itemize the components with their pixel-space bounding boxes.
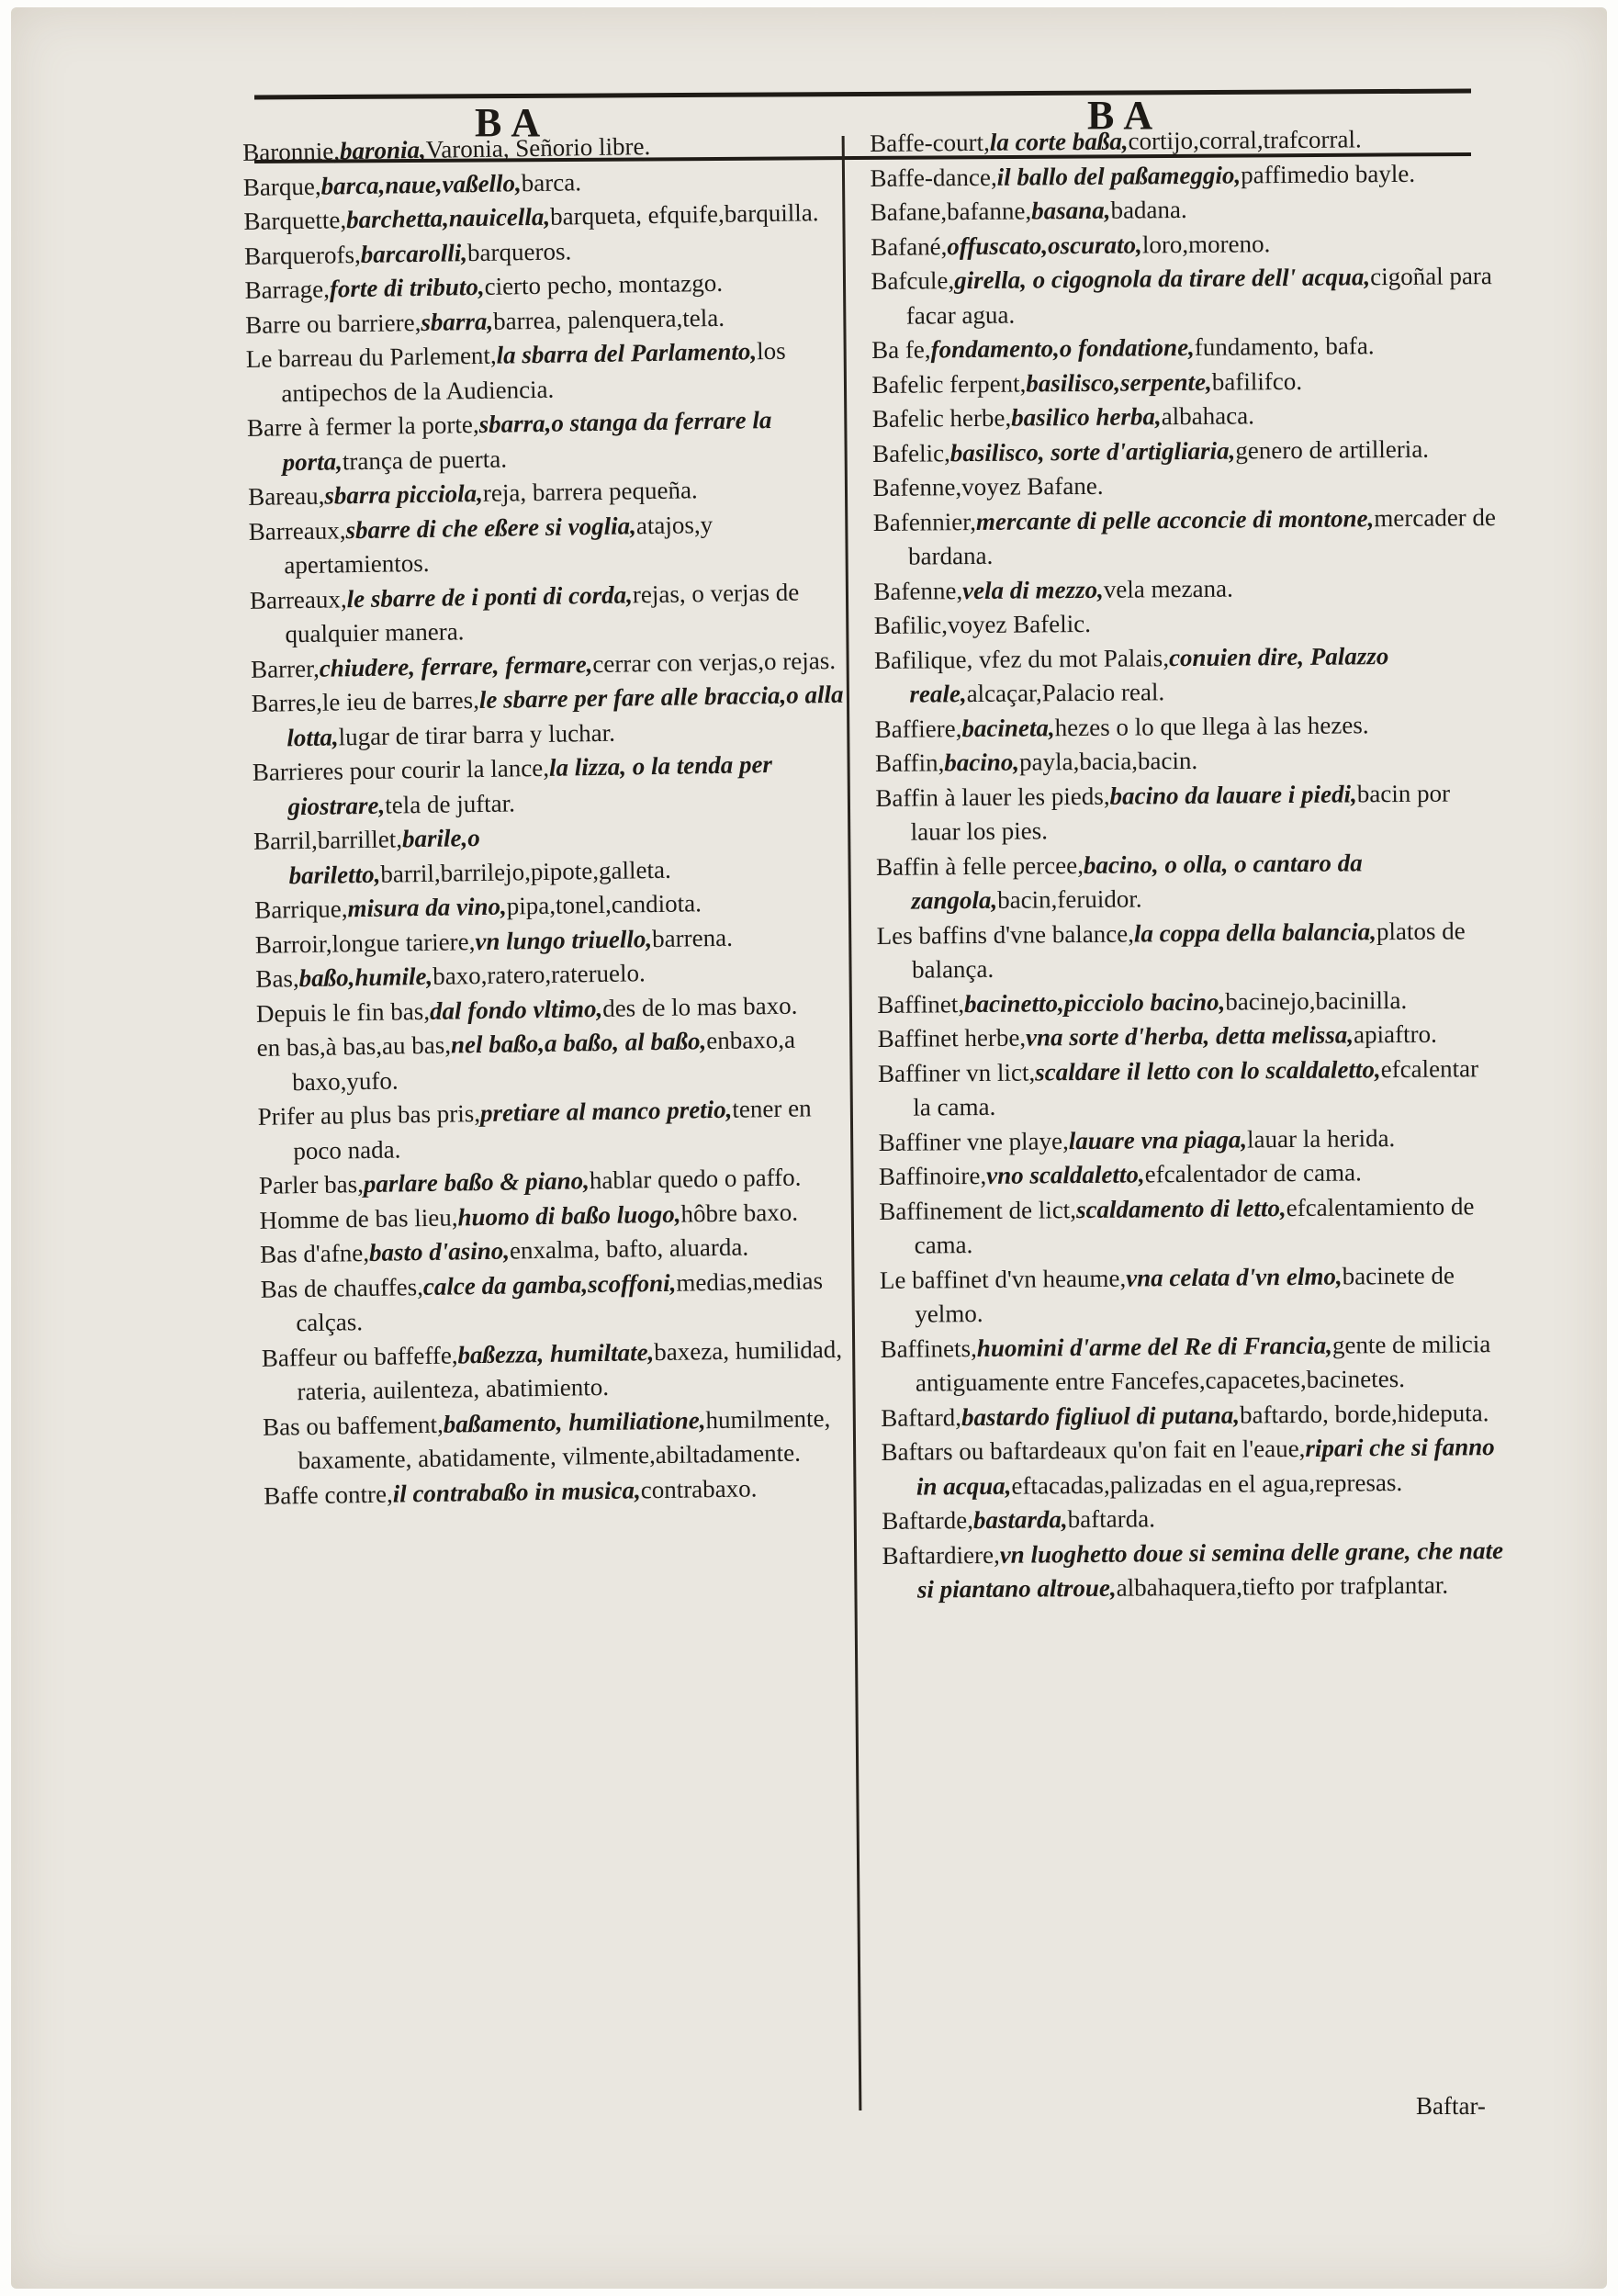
entry-it: conuien dire, Palazzo reale, [909, 641, 1389, 708]
entry-fr: Baffinet herbe, [877, 1023, 1027, 1052]
dictionary-entry [873, 569, 1498, 609]
entry-it: sbarre di che eßere si voglia, [345, 511, 637, 544]
entry-es: medias,medias calças. [296, 1266, 824, 1337]
entry-it: sbarra, [421, 307, 494, 336]
entry-fr: Baffin, [874, 748, 945, 777]
entry-fr: Baffe-court, [870, 128, 990, 157]
entry-fr: Baffinement de lict, [879, 1195, 1077, 1225]
entry-it: la coppa della balancia, [1133, 917, 1377, 948]
entry-es: reja, barrera pequeña. [482, 476, 698, 507]
entry-it: basana, [1031, 196, 1111, 225]
dictionary-entry [881, 1396, 1505, 1435]
entry-it: calce da gamba,scoffoni, [422, 1268, 677, 1300]
entry-it: basto d'asino, [368, 1236, 511, 1266]
dictionary-entry [871, 190, 1495, 230]
dictionary-entry [251, 678, 848, 756]
entry-es: fundamento, bafa. [1194, 332, 1375, 361]
entry-it: baronia, [339, 135, 427, 165]
dictionary-entry [262, 1332, 860, 1410]
entry-fr: Bafane,bafanne, [870, 197, 1032, 226]
dictionary-entry [260, 1263, 858, 1341]
dictionary-entry [878, 1017, 1502, 1056]
entry-es: cerrar con verjas,o rejas. [592, 646, 837, 678]
entry-fr: Le baffinet d'vn heaume, [879, 1264, 1127, 1294]
entry-es: cigoñal para facar agua. [905, 262, 1492, 330]
entry-fr: Parler bas, [258, 1170, 365, 1199]
entry-es: barqueros. [466, 236, 572, 266]
entry-it: parlare baßo & piano, [363, 1166, 590, 1199]
entry-fr: Depuis le fin bas, [255, 996, 431, 1028]
entry-fr: Barre ou barriere, [244, 308, 421, 339]
entry-fr: Barquerofs, [243, 240, 361, 270]
entry-fr: Bafenne, [873, 576, 963, 605]
entry-es: contrabaxo. [640, 1473, 758, 1503]
entry-es: baxo,ratero,rateruelo. [432, 959, 646, 990]
dictionary-entry [875, 741, 1500, 781]
left-column [242, 127, 860, 1514]
entry-es: tela de juftar. [384, 788, 516, 819]
entry-es: efcalentador de cama. [1144, 1158, 1362, 1188]
entry-fr: Barrage, [244, 275, 331, 304]
entry-fr: Ba fe, [871, 335, 931, 364]
entry-es: lauar la herida. [1246, 1123, 1396, 1153]
entry-fr: Bas ou baffement, [262, 1410, 444, 1441]
entry-es: bacin,feruidor. [997, 884, 1142, 914]
entry-fr: Baftardiere, [882, 1540, 1000, 1570]
entry-es: baftarda. [1067, 1504, 1156, 1534]
entry-it: basilico herba, [1011, 402, 1162, 432]
entry-fr: Baffe contre, [264, 1480, 393, 1510]
entry-fr: Barquette, [243, 206, 347, 235]
entry-it: chiudere, ferrare, fermare, [319, 649, 593, 682]
entry-es: barrea, palenquera,tela. [492, 303, 725, 335]
dictionary-entry [871, 363, 1496, 402]
entry-es: barrena. [651, 923, 734, 952]
entry-es: eftacadas,palizadas en el agua,represas. [1011, 1468, 1403, 1500]
entry-es: lugar de tirar barra y luchar. [338, 718, 616, 750]
dictionary-entry [882, 1534, 1507, 1608]
entry-es: Varonia, Señorio libre. [425, 132, 651, 163]
catchword: Baftar- [1416, 2092, 1486, 2120]
entry-es: badana. [1110, 195, 1187, 224]
entry-es: tener en poco nada. [293, 1094, 812, 1165]
entry-fr: Bas, [255, 964, 299, 993]
dictionary-entry [876, 845, 1501, 919]
entry-es: baxeza, humilidad, rateria, auilenteza, abatimiento. [297, 1334, 843, 1406]
entry-it: baßamento, humiliatione, [443, 1405, 706, 1438]
entry-fr: Baftars ou baftardeaux qu'on fait en l'eaue, [881, 1434, 1306, 1466]
dictionary-entry [253, 816, 851, 894]
dictionary-entry [881, 1430, 1506, 1504]
entry-es: hezes o lo que llega à las hezes. [1054, 710, 1369, 741]
entry-fr: Bafelic ferpent, [871, 369, 1027, 399]
entry-it: vela di mezzo, [961, 575, 1104, 604]
entry-fr: Barre à fermer la porte, [246, 410, 479, 442]
entry-es: los antipechos de la Audiencia. [281, 336, 786, 407]
entry-it: bastardo figliuol di putana, [961, 1401, 1241, 1431]
entry-es: barca. [521, 167, 582, 197]
entry-fr: en bas,à bas,au bas, [256, 1030, 452, 1062]
entry-fr: Barque, [242, 172, 321, 201]
entry-it: scaldamento di letto, [1075, 1193, 1287, 1223]
entry-fr: Baffiner vne playe, [878, 1126, 1069, 1156]
entry-it: sbarra picciola, [324, 478, 484, 510]
entry-fr: Barrique, [254, 895, 348, 924]
entry-es: barqueta, efquife,barquilla. [549, 198, 819, 231]
entry-fr: Bareau, [247, 481, 325, 511]
entry-es: atajos,y apertamientos. [284, 510, 713, 580]
dictionary-entry [882, 1499, 1506, 1538]
entry-fr: Barroir,longue tariere, [254, 927, 476, 959]
dictionary-entry [871, 259, 1496, 333]
entry-fr: Bafané, [871, 231, 948, 261]
entry-it: bacino, [944, 748, 1020, 777]
entry-es: loro,moreno. [1141, 229, 1271, 258]
entry-it: barchetta,nauicella, [345, 202, 551, 234]
header-right: BA [1087, 93, 1163, 138]
entry-it: la sbarra del Parlamento, [496, 337, 758, 369]
entry-it: vn luoghetto doue si semina delle grane, che nate si piantano altroue, [916, 1536, 1504, 1604]
entry-fr: Barril,barrillet, [253, 825, 403, 855]
entry-fr: Barreaux, [249, 584, 347, 614]
entry-fr: Baftarde, [882, 1506, 974, 1535]
entry-it: barile,o bariletto, [288, 824, 480, 889]
entry-it: vno scaldaletto, [986, 1160, 1145, 1189]
entry-it: girella, o cigognola da tirare dell' acqua, [954, 263, 1371, 295]
entry-es: alcaçar,Palacio real. [966, 678, 1165, 708]
entry-es: rejas, o verjas de qualquier manera. [285, 578, 800, 648]
entry-it: la lizza, o la tenda per giostrare, [287, 750, 773, 820]
dictionary-entry [253, 747, 850, 825]
dictionary-entry [872, 432, 1497, 471]
entry-fr: Barreaux, [248, 515, 346, 546]
entry-it: nel baßo,a baßo, al baßo, [450, 1027, 707, 1059]
dictionary-entry [880, 1258, 1505, 1333]
entry-it: lauare vna piaga, [1068, 1124, 1248, 1154]
entry-it: pretiare al manco pretio, [479, 1095, 733, 1128]
dictionary-entry [871, 328, 1496, 367]
entry-it: fondamento,o fondatione, [930, 332, 1195, 364]
dictionary-entry [870, 156, 1494, 196]
dictionary-entry [256, 1022, 854, 1100]
entry-fr: Bafilique, vfez du mot Palais, [873, 643, 1170, 674]
entry-es: enbaxo,a baxo,yufo. [291, 1025, 796, 1096]
entry-it: ripari che si fanno in acqua, [916, 1433, 1495, 1501]
dictionary-entry [880, 1327, 1505, 1401]
dictionary-entry [873, 501, 1499, 575]
entry-fr: Baffin à lauer les pieds, [875, 782, 1110, 812]
entry-it: la corte baßa, [989, 127, 1129, 156]
entry-fr: Baffe-dance, [870, 163, 997, 192]
dictionary-entry [263, 1401, 860, 1479]
entry-it: mercante di pelle acconcie di montone, [975, 503, 1375, 535]
entry-fr: Bafenne,voyez Bafane. [872, 471, 1104, 501]
dictionary-entry [246, 333, 844, 411]
entry-it: huomini d'arme del Re di Francia, [976, 1331, 1333, 1362]
entry-fr: Bas de chauffes, [260, 1272, 424, 1303]
dictionary-entry [247, 402, 845, 480]
entry-fr: Prifer au plus bas pris, [257, 1099, 481, 1131]
entry-fr: Bas d'afne, [259, 1238, 370, 1268]
dictionary-entry [877, 914, 1502, 988]
book-page [11, 7, 1607, 2289]
entry-it: bacino, o olla, o cantaro da zangola, [911, 848, 1363, 915]
entry-fr: Barrer, [250, 654, 320, 683]
dictionary-entry [875, 776, 1500, 850]
entry-es: bacinejo,bacinilla. [1225, 985, 1408, 1016]
entry-it: bacineta, [961, 713, 1055, 742]
entry-it: basilisco, sorte d'artigliaria, [949, 436, 1236, 467]
dictionary-entry [874, 638, 1500, 713]
entry-it: le sbarre de i ponti di corda, [346, 580, 634, 613]
entry-it: barca,naue,vaßello, [320, 168, 522, 200]
entry-fr: Le barreau du Parlement, [245, 341, 497, 373]
entry-it: huomo di baßo luogo, [457, 1199, 681, 1231]
entry-es: paffimedio bayle. [1240, 159, 1416, 188]
entry-es: vela mezana. [1103, 574, 1233, 603]
dictionary-entry [872, 397, 1497, 436]
entry-it: vn lungo triuello, [475, 924, 653, 955]
entry-es: hablar quedo o paffo. [589, 1163, 802, 1195]
entry-it: bacinetto,picciolo bacino, [963, 987, 1226, 1018]
entry-fr: Bafelic, [871, 438, 950, 467]
dictionary-entry [878, 1120, 1502, 1160]
dictionary-entry [875, 707, 1500, 747]
right-column [870, 121, 1507, 1607]
entry-es: barril,barrilejo,pipote,galleta. [380, 855, 671, 888]
entry-es: cortijo,corral,trafcorral. [1128, 125, 1362, 155]
entry-fr: Baftard, [881, 1402, 962, 1432]
entry-fr: Bafcule, [871, 266, 955, 295]
entry-it: dal fondo vltimo, [429, 994, 603, 1025]
entry-it: vna celata d'vn elmo, [1126, 1262, 1343, 1292]
entry-es: pipa,tonel,candiota. [506, 889, 702, 920]
entry-fr: Baffinet, [877, 989, 965, 1019]
entry-es: bafilifco. [1211, 366, 1303, 396]
entry-fr: Les baffins d'vne balance, [876, 919, 1135, 950]
entry-es: apiaftro. [1353, 1019, 1437, 1049]
dictionary-entry [257, 1091, 855, 1169]
entry-es: trança de puerta. [342, 445, 508, 475]
entry-it: le sbarre per fare alle braccia,o alla lotta, [287, 680, 844, 751]
dictionary-entry [250, 574, 848, 652]
dictionary-entry [871, 225, 1495, 264]
entry-it: scaldare il letto con lo scaldaletto, [1035, 1054, 1381, 1086]
entry-it: vna sorte d'herba, detta melissa, [1025, 1020, 1354, 1052]
entry-es: efcalentamiento de cama. [914, 1191, 1475, 1259]
entry-fr: Baffin à felle percee, [875, 850, 1084, 881]
header-rule-top [254, 89, 1471, 100]
entry-es: gente de milicia antiguamente entre Fancefes,capacetes,bacinetes. [915, 1329, 1491, 1397]
entry-it: baßezza, humiltate, [457, 1337, 655, 1368]
entry-fr: Barres,le ieu de barres, [251, 686, 480, 717]
entry-es: efcalentar la cama. [913, 1053, 1479, 1121]
dictionary-entry [877, 983, 1501, 1022]
dictionary-entry [248, 505, 846, 583]
entry-es: baftardo, borde,hideputa. [1239, 1398, 1489, 1429]
entry-it: sbarra,o stanga da ferrare la porta, [282, 405, 772, 476]
entry-es: humilmente, baxamente, abatidamente, vilmente,abiltadamente. [298, 1403, 831, 1475]
entry-it: bastarda, [972, 1505, 1068, 1535]
dictionary-entry [870, 121, 1494, 161]
entry-fr: Baffeur ou baffeffe, [261, 1340, 458, 1372]
entry-es: mercader de bardana. [907, 502, 1497, 570]
dictionary-entry [872, 466, 1497, 505]
entry-es: enxalma, bafto, aluarda. [509, 1232, 749, 1265]
entry-fr: Baronnie, [242, 137, 341, 166]
entry-es: albahaquera,tiefto por trafplantar. [1116, 1570, 1449, 1602]
header-left: BA [475, 100, 550, 145]
dictionary-entry [879, 1189, 1504, 1264]
dictionary-entry [878, 1052, 1503, 1126]
entry-es: genero de artilleria. [1235, 434, 1430, 465]
entry-it: misura da vino, [347, 892, 507, 923]
entry-fr: Baffinoire, [878, 1161, 987, 1190]
entry-it: basilisco,serpente, [1026, 367, 1212, 398]
entry-es: bacin por lauar los pies. [910, 779, 1451, 846]
entry-es: hôbre baxo. [680, 1198, 799, 1228]
entry-it: bacino da lauare i piedi, [1109, 779, 1357, 810]
entry-it: il contrabaßo in musica, [392, 1475, 641, 1508]
entry-it: baßo,humile, [298, 962, 433, 993]
entry-it: offuscato,oscurato, [947, 230, 1142, 260]
entry-es: albahaca. [1161, 401, 1254, 431]
entry-es: bacinete de yelmo. [915, 1260, 1455, 1328]
entry-fr: Bafennier, [872, 507, 977, 536]
entry-fr: Bafelic herbe, [871, 403, 1012, 433]
entry-fr: Baffiner vn lict, [877, 1057, 1036, 1087]
entry-it: il ballo del paßameggio, [996, 160, 1242, 191]
entry-fr: Barrieres pour courir la lance, [252, 753, 550, 786]
entry-es: platos de balança. [911, 916, 1466, 984]
entry-fr: Bafilic,voyez Bafelic. [873, 609, 1092, 639]
entry-it: barcarolli, [360, 238, 468, 268]
dictionary-entry [879, 1154, 1503, 1194]
entry-es: cierto pecho, montazgo. [484, 268, 724, 300]
entry-fr: Homme de bas lieu, [259, 1202, 458, 1234]
entry-fr: Baffiere, [874, 714, 962, 743]
entry-es: des de lo mas baxo. [601, 991, 798, 1022]
dictionary-entry [874, 603, 1499, 643]
entry-it: forte di tributo, [329, 272, 485, 303]
entry-es: payla,bacia,bacin. [1018, 746, 1198, 776]
entry-fr: Baffinets, [880, 1334, 977, 1363]
